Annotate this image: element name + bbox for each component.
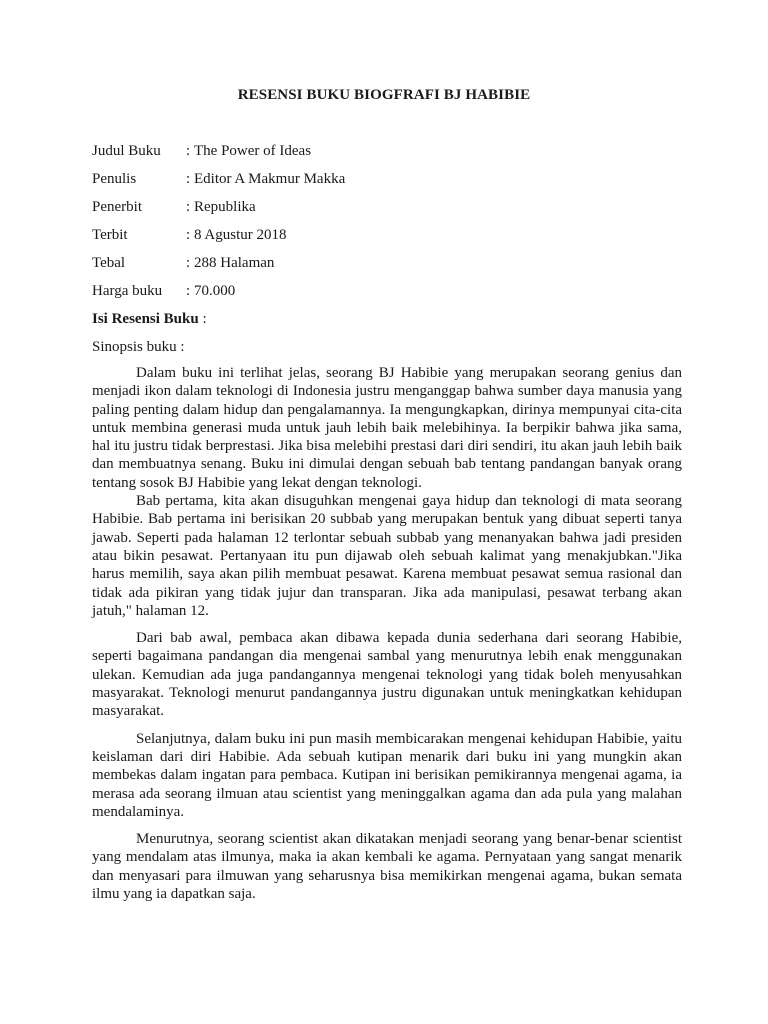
- meta-row-judul: [92, 141, 345, 169]
- meta-separator: :: [186, 199, 191, 215]
- meta-row-harga: [92, 281, 345, 309]
- meta-row-tebal: [92, 253, 345, 281]
- meta-separator: :: [186, 255, 191, 271]
- sinopsis-label: Sinopsis buku :: [92, 339, 185, 355]
- meta-value: 70.000: [194, 283, 236, 299]
- meta-label: Tebal: [92, 255, 126, 271]
- paragraph: Menurutnya, seorang scientist akan dikatakan menjadi seorang yang benar-benar scientist yang mendalam atas ilmunya, maka ia akan kembali ke agama. Pernyataan yang sangat menarik dan menyasari para ilmuwan yang seharusnya bisa memikirkan mengenai agama, bukan semata ilmu yang ia dapatkan saja.: [92, 831, 682, 903]
- meta-value: 288 Halaman: [194, 255, 275, 271]
- meta-row-terbit: [92, 225, 345, 253]
- paragraph: Bab pertama, kita akan disuguhkan mengenai gaya hidup dan teknologi di mata seorang Habibie. Bab pertama ini berisikan 20 subbab yang merupakan bentuk yang dibuat seperti tanya jawab. Seperti pada halaman 12 terlontar sebuah subbab yang menanyakan bahwa jadi presiden atau bikin pesawat. Pertanyaan itu pun dijawab oleh sebuah kalimat yang menakjubkan."Jika harus memilih, saya akan pilih membuat pesawat. Karena membuat pesawat semua rasional dan tidak ada pikiran yang tidak jujur dan transparan. Jika ada manipulasi, pesawat terbang akan jatuh," halaman 12.: [92, 493, 682, 619]
- section-heading: [92, 311, 207, 328]
- synopsis-body: [92, 364, 682, 903]
- section-heading-text: Isi Resensi Buku: [92, 311, 199, 327]
- meta-label: Penulis: [92, 171, 137, 187]
- meta-label: Terbit: [92, 227, 128, 243]
- meta-label: Penerbit: [92, 199, 142, 215]
- meta-label: Harga buku: [92, 283, 163, 299]
- meta-label: Judul Buku: [92, 143, 161, 159]
- paragraph: Selanjutnya, dalam buku ini pun masih membicarakan mengenai kehidupan Habibie, yaitu keislaman dari diri Habibie. Ada sebuah kutipan menarik dari buku ini yang mungkin akan membekas dalam ingatan para pembaca. Kutipan ini berisikan pemikirannya mengenai agama, ia merasa ada seorang ilmuan atau scientist yang meninggalkan agama dan ada pula yang malahan mendalaminya.: [92, 730, 682, 820]
- book-metadata: [92, 141, 345, 309]
- meta-separator: :: [186, 171, 191, 187]
- meta-separator: :: [186, 143, 191, 159]
- paragraph: Dari bab awal, pembaca akan dibawa kepada dunia sederhana dari seorang Habibie, seperti bagaimana pandangan dia mengenai sambal yang menurutnya lebih enak menggunakan ulekan. Kemudian ada juga pandangannya mengenai teknologi yang tidak boleh menyusahkan masyarakat. Teknologi menurut pandangannya justru digunakan untuk meningkatkan kehidupan masyarakat.: [92, 630, 682, 720]
- paragraph: Dalam buku ini terlihat jelas, seorang BJ Habibie yang merupakan seorang genius dan menjadi ikon dalam teknologi di Indonesia justru menganggap bahwa sumber daya manusia yang paling penting dalam hidup dan pengalamannya. Ia mengungkapkan, dirinya mempunyai cita-cita untuk membina generasi muda untuk jauh lebih baik melebihinya. Ia berpikir bahwa jika sama, hal itu justru tidak berprestasi. Jika bisa melebihi prestasi dari diri sendiri, itu akan jauh lebih baik dan membuatnya senang. Buku ini dimulai dengan sebuah bab tentang pandangan banyak orang tentang sosok BJ Habibie yang lekat dengan teknologi.: [92, 365, 682, 491]
- section-heading-suffix: :: [198, 311, 207, 327]
- meta-value: The Power of Ideas: [194, 143, 312, 159]
- meta-row-penulis: [92, 169, 345, 197]
- meta-value: 8 Agustur 2018: [194, 227, 287, 243]
- meta-row-penerbit: [92, 197, 345, 225]
- meta-separator: :: [186, 283, 191, 299]
- document-title: RESENSI BUKU BIOGFRAFI BJ HABIBIE: [237, 87, 531, 103]
- meta-value: Editor A Makmur Makka: [194, 171, 346, 187]
- meta-separator: :: [186, 227, 191, 243]
- meta-value: Republika: [194, 199, 256, 215]
